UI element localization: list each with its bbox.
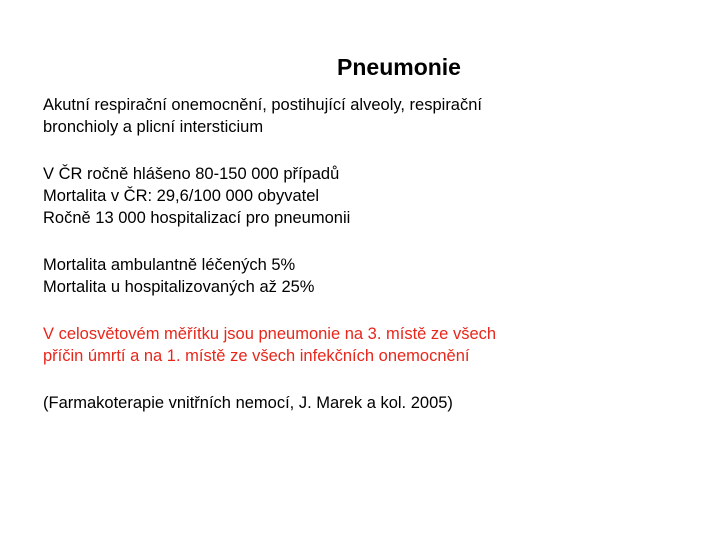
citation-line: (Farmakoterapie vnitřních nemocí, J. Marek a kol. 2005) [43,394,453,412]
mortality-paragraph [43,254,693,298]
slide-body [43,94,693,439]
worldwide-line-2: příčin úmrtí a na 1. místě ze všech infekčních onemocnění [43,347,470,365]
statistics-line-3: Ročně 13 000 hospitalizací pro pneumonii [43,209,351,227]
definition-line-2: bronchioly a plicní intersticium [43,118,264,136]
statistics-line-2: Mortalita v ČR: 29,6/100 000 obyvatel [43,187,320,205]
worldwide-paragraph [43,323,693,367]
statistics-line-1: V ČR ročně hlášeno 80-150 000 případů [43,165,340,183]
mortality-line-1: Mortalita ambulantně léčených 5% [43,256,296,274]
mortality-line-2: Mortalita u hospitalizovaných až 25% [43,278,315,296]
definition-line-1: Akutní respirační onemocnění, postihující alveoly, respirační [43,96,482,114]
definition-paragraph [43,94,693,138]
worldwide-line-1: V celosvětovém měřítku jsou pneumonie na 3. místě ze všech [43,325,497,343]
slide-title-text: Pneumonie [337,54,461,80]
statistics-paragraph [43,163,693,229]
slide-title [0,52,720,82]
citation-paragraph [43,392,693,414]
